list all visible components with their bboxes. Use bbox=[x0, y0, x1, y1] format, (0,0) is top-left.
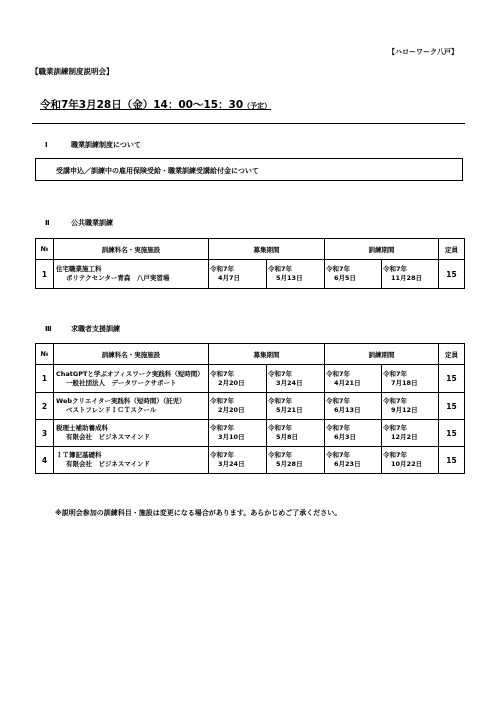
recruit-start bbox=[209, 447, 267, 474]
row-no: 2 bbox=[36, 393, 54, 420]
month-day: 3月24日 bbox=[276, 378, 303, 387]
row-course bbox=[54, 420, 209, 447]
course-name: ChatGPTと学ぶオフィスワーク実践科（短時間） bbox=[56, 369, 204, 378]
era: 令和7年 bbox=[326, 424, 351, 432]
course-name: 住宅職業施工科 bbox=[56, 265, 102, 273]
row-course bbox=[54, 260, 209, 289]
course-name: ＩＴ簿記基礎科 bbox=[56, 451, 102, 459]
course-name: 税理士補助養成科 bbox=[56, 424, 108, 432]
month-day: 3月10日 bbox=[218, 433, 245, 441]
section1-content-box bbox=[35, 158, 463, 181]
era: 令和7年 bbox=[326, 265, 351, 273]
era: 令和7年 bbox=[268, 397, 293, 405]
month-day: 7月18日 bbox=[391, 378, 418, 387]
section3-title: 求職者支援訓練 bbox=[71, 325, 120, 333]
recruit-end bbox=[267, 393, 325, 420]
era: 令和7年 bbox=[268, 424, 293, 432]
month-day: 4月7日 bbox=[218, 274, 241, 282]
train-start bbox=[325, 447, 382, 474]
month-day: 5月8日 bbox=[276, 433, 299, 441]
recruit-end bbox=[267, 365, 325, 393]
era: 令和7年 bbox=[268, 265, 293, 273]
recruit-start bbox=[209, 365, 267, 393]
session-tentative-note: （予定） bbox=[243, 102, 272, 110]
era: 令和7年 bbox=[383, 451, 408, 459]
era: 令和7年 bbox=[268, 369, 293, 378]
era: 令和7年 bbox=[326, 397, 351, 405]
section1-content: 受講申込／訓練中の雇用保険受給・職業訓練受講給付金について bbox=[56, 167, 259, 175]
header-no: № bbox=[36, 344, 54, 365]
table-header-row bbox=[36, 344, 465, 365]
session-date-time bbox=[40, 97, 271, 112]
train-start bbox=[325, 393, 382, 420]
era: 令和7年 bbox=[383, 397, 408, 405]
row-no: 3 bbox=[36, 420, 54, 447]
row-no: 4 bbox=[36, 447, 54, 474]
recruit-start bbox=[209, 260, 267, 289]
era: 令和7年 bbox=[210, 451, 235, 459]
header-training: 訓練期間 bbox=[325, 239, 439, 260]
month-day: 6月23日 bbox=[334, 460, 361, 468]
era: 令和7年 bbox=[210, 424, 235, 432]
era: 令和7年 bbox=[268, 451, 293, 459]
row-capacity: 15 bbox=[439, 447, 465, 474]
era: 令和7年 bbox=[210, 265, 235, 273]
section1-heading bbox=[45, 140, 141, 150]
recruit-start bbox=[209, 393, 267, 420]
month-day: 2月20日 bbox=[218, 378, 245, 387]
row-capacity: 15 bbox=[439, 260, 465, 289]
month-day: 10月22日 bbox=[391, 460, 423, 468]
era: 令和7年 bbox=[326, 451, 351, 459]
header-course: 訓練科名・実施施設 bbox=[54, 344, 209, 365]
footer-note: ※説明会参加の訓練科目・施設は変更になる場合があります。あらかじめご了承ください。 bbox=[55, 509, 342, 517]
recruit-end bbox=[267, 447, 325, 474]
recruit-end bbox=[267, 420, 325, 447]
table-row bbox=[36, 420, 465, 447]
header-capacity: 定員 bbox=[439, 344, 465, 365]
era: 令和7年 bbox=[326, 369, 351, 378]
section3-number: Ⅲ bbox=[45, 325, 52, 333]
table-row bbox=[36, 260, 465, 289]
era: 令和7年 bbox=[383, 424, 408, 432]
facility-name: 有限会社 ビジネスマインド bbox=[66, 460, 151, 468]
facility-name: 一般社団法人 データワークサポート bbox=[66, 378, 177, 387]
row-course bbox=[54, 393, 209, 420]
row-capacity: 15 bbox=[439, 420, 465, 447]
header-recruit: 募集期間 bbox=[209, 344, 325, 365]
section2-title: 公共職業訓練 bbox=[71, 219, 113, 227]
section1-title: 職業訓練制度について bbox=[71, 141, 141, 149]
facility-name: ベストフレンドＩＣＴスクール bbox=[66, 406, 157, 414]
era: 令和7年 bbox=[210, 369, 235, 378]
session-date-text: 令和7年3月28日（金）14：00～15：30 bbox=[40, 99, 244, 111]
month-day: 5月13日 bbox=[276, 274, 303, 282]
header-recruit: 募集期間 bbox=[209, 239, 325, 260]
month-day: 12月2日 bbox=[391, 433, 418, 441]
era: 令和7年 bbox=[210, 397, 235, 405]
train-end bbox=[382, 420, 439, 447]
month-day: 6月5日 bbox=[334, 274, 357, 282]
organization-name: 【ハローワーク八戸】 bbox=[388, 48, 458, 56]
row-no: 1 bbox=[36, 260, 54, 289]
train-end bbox=[382, 393, 439, 420]
facility-name: ポリテクセンター青森 八戸実習場 bbox=[66, 274, 170, 282]
recruit-start bbox=[209, 420, 267, 447]
facility-name: 有限会社 ビジネスマインド bbox=[66, 433, 151, 441]
row-capacity: 15 bbox=[439, 393, 465, 420]
section2-heading bbox=[45, 218, 113, 228]
era: 令和7年 bbox=[383, 369, 408, 378]
month-day: 6月13日 bbox=[334, 406, 361, 414]
table-row bbox=[36, 393, 465, 420]
header-course: 訓練科名・実施施設 bbox=[54, 239, 209, 260]
horizontal-rule bbox=[32, 123, 465, 124]
row-no: 1 bbox=[36, 365, 54, 393]
public-training-table bbox=[35, 238, 465, 289]
row-course bbox=[54, 365, 209, 393]
section3-heading bbox=[45, 324, 120, 334]
header-training: 訓練期間 bbox=[325, 344, 439, 365]
train-end bbox=[382, 365, 439, 393]
train-end bbox=[382, 260, 439, 289]
row-capacity: 15 bbox=[439, 365, 465, 393]
train-start bbox=[325, 420, 382, 447]
month-day: 11月28日 bbox=[391, 274, 423, 282]
train-end bbox=[382, 447, 439, 474]
table-row bbox=[36, 365, 465, 393]
month-day: 3月24日 bbox=[218, 460, 245, 468]
month-day: 2月20日 bbox=[218, 406, 245, 414]
era: 令和7年 bbox=[383, 265, 408, 273]
month-day: 5月21日 bbox=[276, 406, 303, 414]
table-header-row bbox=[36, 239, 465, 260]
table-row bbox=[36, 447, 465, 474]
month-day: 9月12日 bbox=[391, 406, 418, 414]
row-course bbox=[54, 447, 209, 474]
recruit-end bbox=[267, 260, 325, 289]
month-day: 4月21日 bbox=[334, 378, 361, 387]
header-no: № bbox=[36, 239, 54, 260]
train-start bbox=[325, 260, 382, 289]
train-start bbox=[325, 365, 382, 393]
section1-number: Ⅰ bbox=[45, 141, 48, 149]
course-name: Webクリエイター実践科（短時間）（託児） bbox=[56, 397, 186, 405]
section2-number: Ⅱ bbox=[45, 219, 50, 227]
job-seeker-training-table bbox=[35, 343, 465, 474]
month-day: 6月3日 bbox=[334, 433, 357, 441]
document-title: 【職業訓練制度説明会】 bbox=[31, 67, 114, 76]
month-day: 5月28日 bbox=[276, 460, 303, 468]
header-capacity: 定員 bbox=[439, 239, 465, 260]
